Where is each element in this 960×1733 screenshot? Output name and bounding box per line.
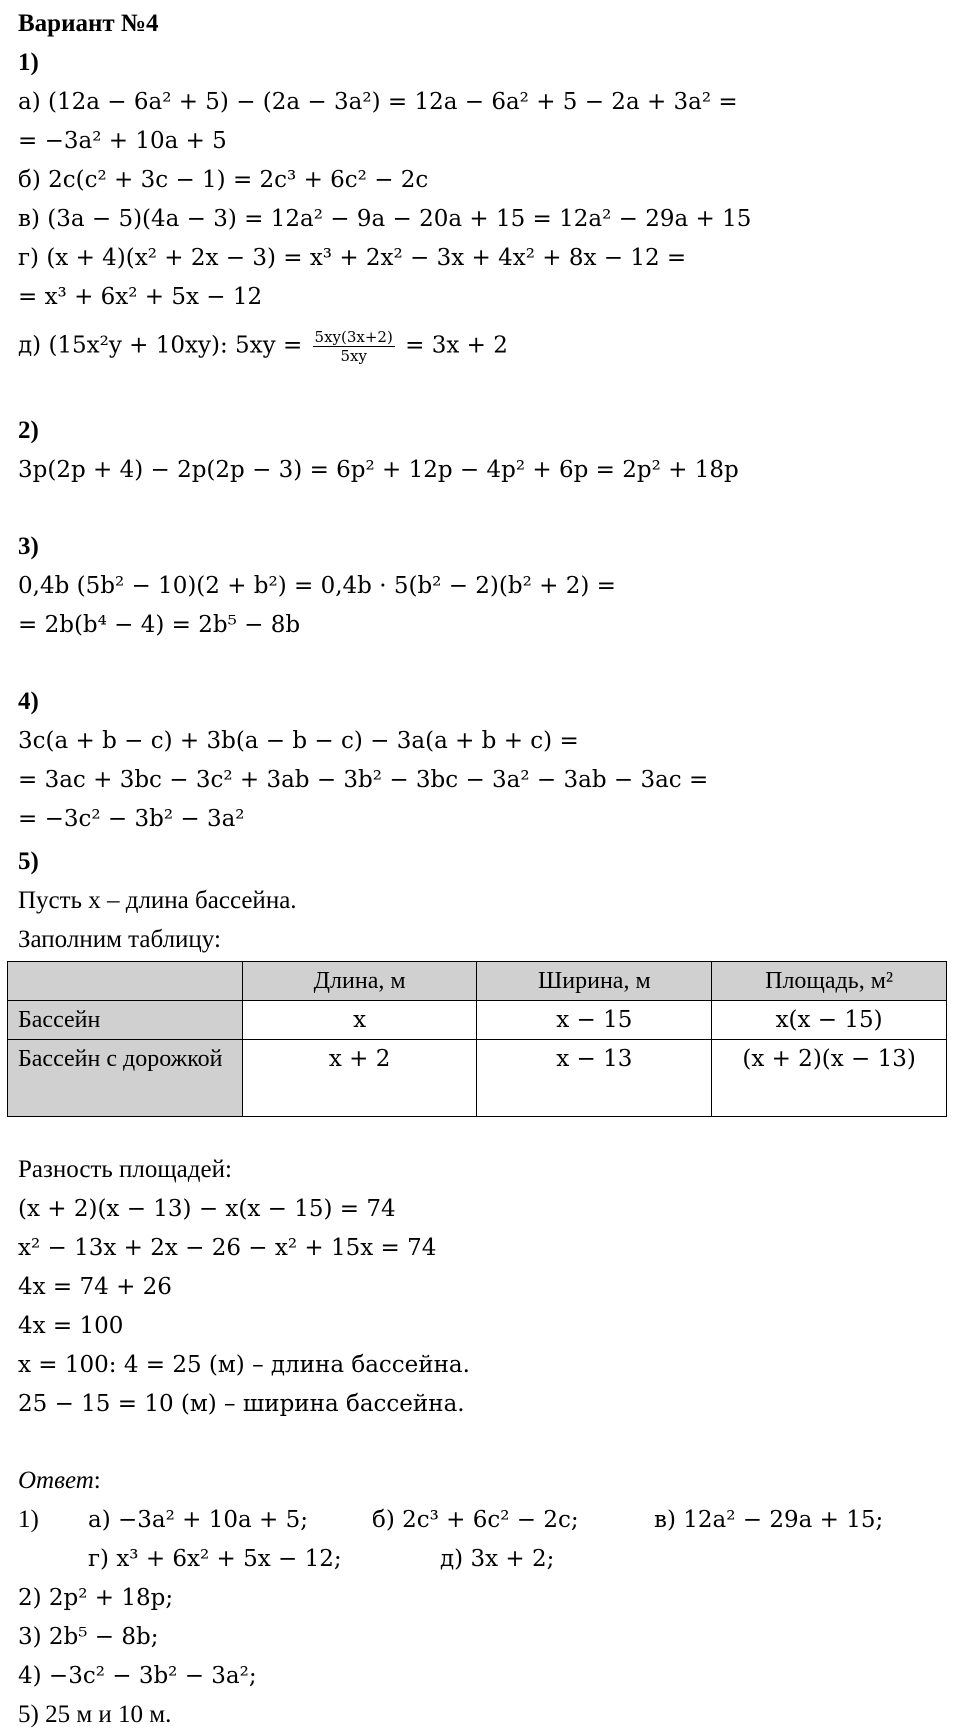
task2-number: 2) <box>18 417 39 444</box>
task1-a-line1: а) (12a − 6a² + 5) − (2a − 3a²) = 12a − 6a² + 5 − 2a + 3a² = <box>18 89 738 115</box>
answer-1v: в) 12a² − 29a + 15; <box>654 1507 884 1533</box>
table-cell: x <box>242 1001 477 1040</box>
page-title: Вариант №4 <box>18 10 159 37</box>
answer-4: 4) −3c² − 3b² − 3a²; <box>18 1663 257 1689</box>
task5-eq1: (x + 2)(x − 13) − x(x − 15) = 74 <box>18 1196 396 1222</box>
answer-3: 3) 2b⁵ − 8b; <box>18 1624 159 1650</box>
answer-heading <box>18 1466 101 1496</box>
task4-number: 4) <box>18 688 39 715</box>
fraction-numerator: 5xy(3x+2) <box>314 328 393 346</box>
answer-label: Ответ <box>18 1467 94 1494</box>
task1-d-lhs: д) (15x²y + 10xy): 5xy = <box>18 332 303 359</box>
answer-1-number: 1) <box>18 1506 39 1533</box>
task1-v: в) (3a − 5)(4a − 3) = 12a² − 9a − 20a + 15 = 12a² − 29a + 15 <box>18 206 752 232</box>
fraction <box>313 328 395 365</box>
table-header-cell: Ширина, м <box>477 962 712 1001</box>
task5-let: Пусть x – длина бассейна. <box>18 887 297 914</box>
task5-eq2: x² − 13x + 2x − 26 − x² + 15x = 74 <box>18 1235 437 1261</box>
fraction-denominator: 5xy <box>340 347 367 365</box>
table-header-cell <box>8 962 243 1001</box>
answer-2: 2) 2p² + 18p; <box>18 1585 174 1611</box>
task1-b: б) 2c(c² + 3c − 1) = 2c³ + 6c² − 2c <box>18 167 429 193</box>
table-header-cell: Длина, м <box>242 962 477 1001</box>
answer-1b: б) 2c³ + 6c² − 2c; <box>372 1507 579 1533</box>
table-header-cell: Площадь, м² <box>712 962 947 1001</box>
table-row <box>8 1040 947 1117</box>
task5-eq6: 25 − 15 = 10 (м) – ширина бассейна. <box>18 1391 465 1417</box>
table-cell: x − 13 <box>477 1040 712 1117</box>
task4-line3: = −3c² − 3b² − 3a² <box>18 806 245 832</box>
answer-5: 5) 25 м и 10 м. <box>18 1701 172 1728</box>
table-row-label: Бассейн с дорожкой <box>8 1040 243 1117</box>
task1-d <box>18 328 508 365</box>
table-row-label: Бассейн <box>8 1001 243 1040</box>
task3-line1: 0,4b (5b² − 10)(2 + b²) = 0,4b · 5(b² − 2)(b² + 2) = <box>18 573 616 599</box>
table-cell: x − 15 <box>477 1001 712 1040</box>
task5-eq4: 4x = 100 <box>18 1313 124 1339</box>
task3-line2: = 2b(b⁴ − 4) = 2b⁵ − 8b <box>18 612 301 638</box>
task1-a-line2: = −3a² + 10a + 5 <box>18 128 227 154</box>
task5-number: 5) <box>18 848 39 875</box>
task5-eq5: x = 100: 4 = 25 (м) – длина бассейна. <box>18 1352 470 1378</box>
task1-number: 1) <box>18 49 39 76</box>
answer-1a: а) −3a² + 10a + 5; <box>88 1507 308 1533</box>
task1-g-line2: = x³ + 6x² + 5x − 12 <box>18 284 263 310</box>
task4-line2: = 3ac + 3bc − 3c² + 3ab − 3b² − 3bc − 3a² − 3ab − 3ac = <box>18 767 709 793</box>
table-header-row <box>8 962 947 1001</box>
task4-line1: 3c(a + b − c) + 3b(a − b − c) − 3a(a + b + c) = <box>18 728 579 754</box>
table-cell: x + 2 <box>242 1040 477 1117</box>
task5-diff-label: Разность площадей: <box>18 1156 232 1183</box>
table-cell: (x + 2)(x − 13) <box>712 1040 947 1117</box>
task1-d-rhs: = 3x + 2 <box>405 332 508 359</box>
answer-1d: д) 3x + 2; <box>440 1546 555 1572</box>
task5-fill-table: Заполним таблицу: <box>18 926 221 953</box>
pool-table <box>7 961 947 1117</box>
task3-number: 3) <box>18 533 39 560</box>
table-row <box>8 1001 947 1040</box>
answer-1g: г) x³ + 6x² + 5x − 12; <box>88 1546 342 1572</box>
table-cell: x(x − 15) <box>712 1001 947 1040</box>
task1-g-line1: г) (x + 4)(x² + 2x − 3) = x³ + 2x² − 3x + 4x² + 8x − 12 = <box>18 245 687 271</box>
answer-colon: : <box>93 1467 101 1494</box>
task5-eq3: 4x = 74 + 26 <box>18 1274 172 1300</box>
task2-line1: 3p(2p + 4) − 2p(2p − 3) = 6p² + 12p − 4p² + 6p = 2p² + 18p <box>18 457 739 483</box>
